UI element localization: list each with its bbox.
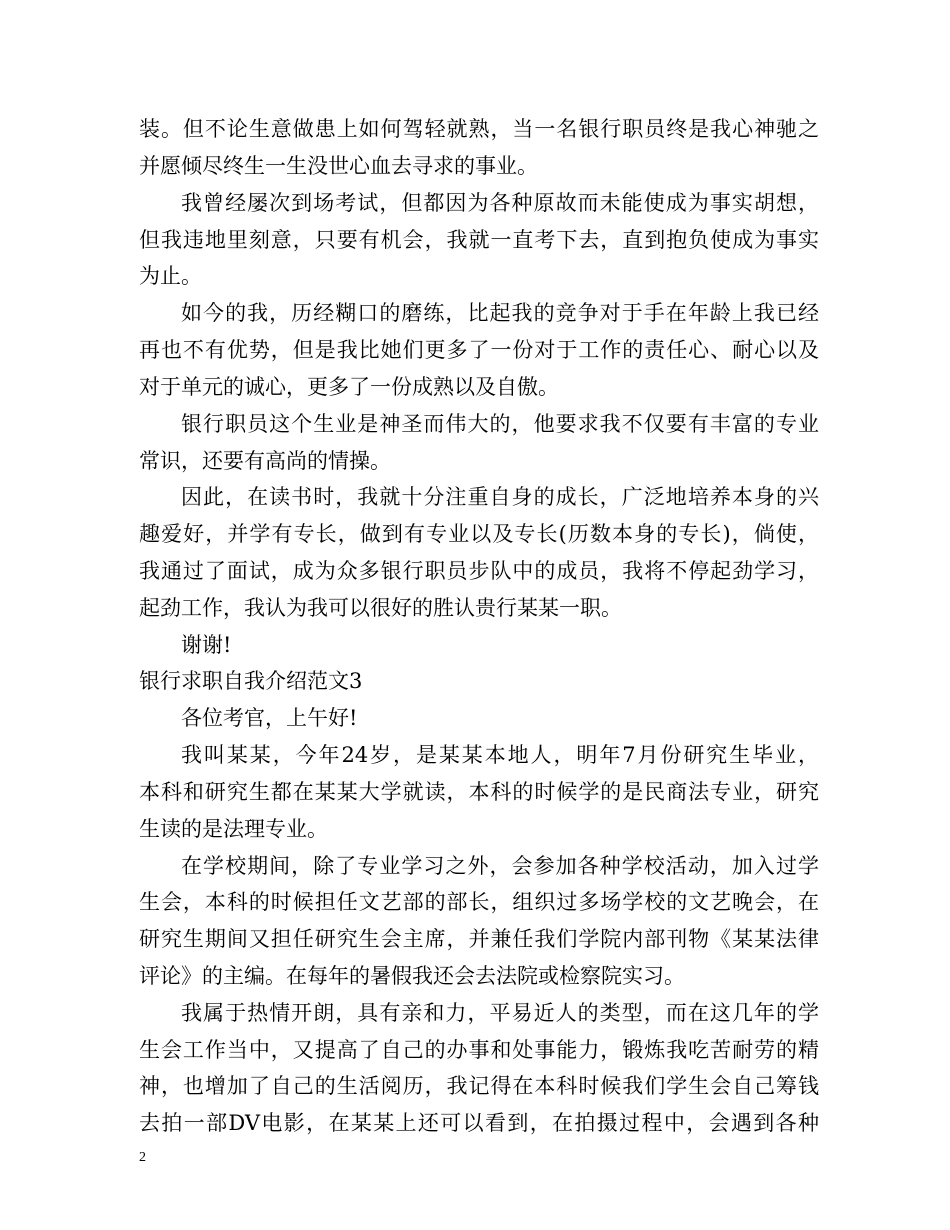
text-line: 如今的我，历经糊口的磨练，比起我的竞争对于手在年龄上我已经 xyxy=(181,301,819,325)
text-line: 谢谢! xyxy=(181,633,232,657)
text-line: 趣爱好，并学有专长，做到有专业以及专长(历数本身的专长)，倘使， xyxy=(139,522,819,546)
text-line: 因此，在读书时，我就十分注重自身的成长，广泛地培养本身的兴 xyxy=(181,485,819,509)
text-line: 生会，本科的时候担任文艺部的部长，组织过多场学校的文艺晚会，在 xyxy=(139,890,819,914)
text-line: 起劲工作，我认为我可以很好的胜认贵行某某一职。 xyxy=(139,596,622,620)
text-line: 装。但不论生意做患上如何驾轻就熟，当一名银行职员终是我心神驰之 xyxy=(139,117,819,141)
text-line: 神，也增加了自己的生活阅历，我记得在本科时候我们学生会自己筹钱 xyxy=(139,1074,819,1098)
text-line: 在学校期间，除了专业学习之外，会参加各种学校活动，加入过学 xyxy=(181,854,819,878)
page-number: 2 xyxy=(139,1150,146,1165)
text-line: 研究生期间又担任研究生会主席，并兼任我们学院内部刊物《某某法律 xyxy=(139,927,819,951)
text-line: 再也不有优势，但是我比她们更多了一份对于工作的责任心、耐心以及 xyxy=(139,338,819,362)
text-line: 对于单元的诚心，更多了一份成熟以及自傲。 xyxy=(139,375,559,399)
text-line: 生会工作当中，又提高了自己的办事和处事能力，锻炼我吃苦耐劳的精 xyxy=(139,1038,819,1062)
text-line: 本科和研究生都在某某大学就读，本科的时候学的是民商法专业，研究 xyxy=(139,780,819,804)
text-line: 去拍一部DV电影，在某某上还可以看到，在拍摄过程中，会遇到各种 xyxy=(139,1111,819,1135)
text-line: 评论》的主编。在每年的暑假我还会去法院或检察院实习。 xyxy=(139,964,685,988)
text-line: 并愿倾尽终生一生没世心血去寻求的事业。 xyxy=(139,154,538,178)
section-heading: 银行求职自我介绍范文3 xyxy=(139,669,363,693)
text-line: 各位考官，上午好! xyxy=(181,706,358,730)
text-line: 银行职员这个生业是神圣而伟大的，他要求我不仅要有丰富的专业 xyxy=(181,412,819,436)
text-line: 为止。 xyxy=(139,264,202,288)
text-line: 我通过了面试，成为众多银行职员步队中的成员，我将不停起劲学习， xyxy=(139,559,819,583)
text-line: 但我违地里刻意，只要有机会，我就一直考下去，直到抱负使成为事实 xyxy=(139,228,819,252)
text-line: 常识，还要有高尚的情操。 xyxy=(139,449,391,473)
text-line: 我叫某某，今年24岁，是某某本地人，明年7月份研究生毕业， xyxy=(181,743,819,767)
text-line: 我属于热情开朗，具有亲和力，平易近人的类型，而在这几年的学 xyxy=(181,1001,819,1025)
text-line: 我曾经屡次到场考试，但都因为各种原故而未能使成为事实胡想， xyxy=(181,191,819,215)
text-line: 生读的是法理专业。 xyxy=(139,817,328,841)
